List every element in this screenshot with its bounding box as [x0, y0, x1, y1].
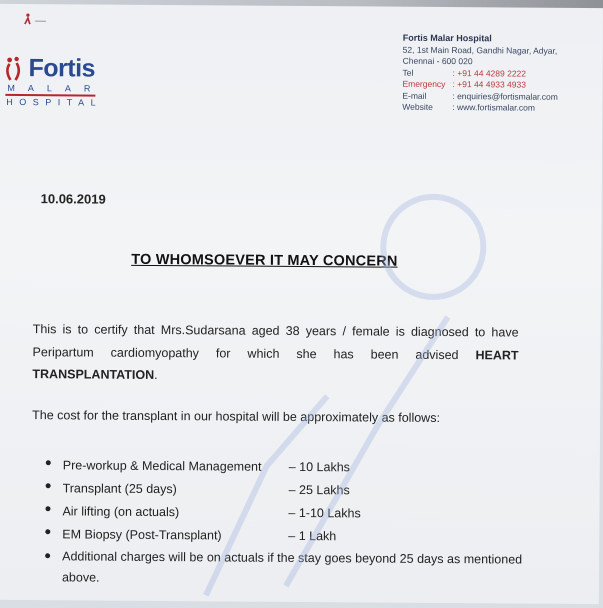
email-label: E-mail: [402, 90, 452, 102]
cost-list: [43, 453, 524, 591]
line1-word: diagnosed: [411, 321, 469, 344]
tel-value: : +91 44 4289 2222: [452, 68, 526, 80]
period: .: [154, 368, 158, 382]
line1-word: that: [134, 319, 155, 342]
hospital-name: Fortis Malar Hospital: [403, 33, 559, 46]
cost-item-amount: – 1 Lakh: [288, 528, 336, 542]
line2-word: she: [296, 342, 316, 365]
logo-line2: HOSPITAL: [6, 97, 103, 108]
line1-word: Mrs.Sudarsana: [161, 319, 246, 342]
heart-text: HEART: [475, 344, 518, 367]
line1-word: 38: [286, 320, 300, 343]
fortis-mark-icon: [22, 12, 48, 31]
line2-word: advised: [415, 343, 458, 366]
email-value: : enquiries@fortismalar.com: [452, 91, 558, 103]
logo-name: Fortis: [28, 54, 95, 83]
fortis-malar-logo: [3, 54, 103, 108]
emergency-value: : +91 44 4933 4933: [452, 79, 526, 91]
cost-item-amount: – 1-10 Lakhs: [288, 505, 360, 520]
bullet-icon: [46, 483, 51, 488]
logo-line1: MALAR: [7, 83, 103, 94]
hospital-address-block: [402, 33, 558, 115]
line1-word: /: [342, 320, 346, 343]
additional-charges-item: [43, 545, 523, 591]
address-line2: Chennai - 600 020: [403, 56, 559, 69]
website-label: Website: [402, 102, 452, 114]
line1-word: to: [475, 321, 486, 344]
cost-item-name: Pre-workup & Medical Management: [63, 458, 262, 473]
cost-item-name: Transplant (25 days): [63, 481, 177, 496]
line1-word: have: [491, 321, 518, 344]
line1-word: This: [33, 318, 57, 341]
bullet-icon: [45, 506, 50, 511]
line1-word: aged: [252, 320, 280, 343]
cost-item: [44, 476, 524, 502]
certification-line-3: [32, 363, 518, 389]
certification-line-1: [33, 318, 519, 344]
transplantation-text: TRANSPLANTATION: [32, 367, 154, 382]
cost-item: [44, 453, 524, 479]
cost-item-name: Air lifting (on actuals): [62, 504, 179, 519]
tel-label: Tel: [402, 67, 452, 79]
cost-item-name: EM Biopsy (Post-Transplant): [62, 527, 221, 542]
line2-word: Peripartum: [33, 341, 94, 364]
line1-word: is: [396, 321, 405, 344]
line1-word: to: [78, 318, 89, 341]
cost-item: [43, 499, 523, 525]
line2-word: for: [216, 342, 231, 365]
bullet-icon: [45, 529, 50, 534]
line2-word: which: [247, 342, 279, 365]
line1-word: certify: [94, 319, 128, 342]
line1-word: female: [352, 320, 390, 343]
bullet-icon: [46, 460, 51, 465]
line2-word: has: [333, 343, 353, 366]
line1-word: years: [306, 320, 337, 343]
website-value: : www.fortismalar.com: [452, 102, 535, 114]
letter-title: TO WHOMSOEVER IT MAY CONCERN: [131, 252, 397, 270]
emergency-label: Emergency: [402, 79, 452, 91]
cost-item-amount: – 25 Lakhs: [289, 482, 350, 496]
website-row: [402, 102, 558, 115]
address-line1: 52, 1st Main Road, Gandhi Nagar, Adyar,: [403, 44, 559, 57]
cost-item: [43, 522, 523, 548]
bullet-icon: [45, 553, 50, 558]
letter-date: 10.06.2019: [41, 191, 106, 206]
line2-word: cardiomyopathy: [111, 341, 199, 364]
certification-paragraph: [32, 318, 518, 389]
cost-item-amount: – 10 Lakhs: [289, 459, 350, 473]
certification-line-2: [33, 341, 519, 367]
line2-word: been: [371, 343, 399, 366]
letter-page: [0, 4, 603, 604]
fortis-logo-icon: [3, 55, 25, 81]
additional-charges-text: Additional charges will be on actuals if the stay goes beyond 25 days as mentioned above.: [62, 546, 522, 591]
cost-intro: The cost for the transplant in our hospital will be approximately as follows:: [32, 408, 440, 425]
line1-word: is: [62, 318, 71, 341]
